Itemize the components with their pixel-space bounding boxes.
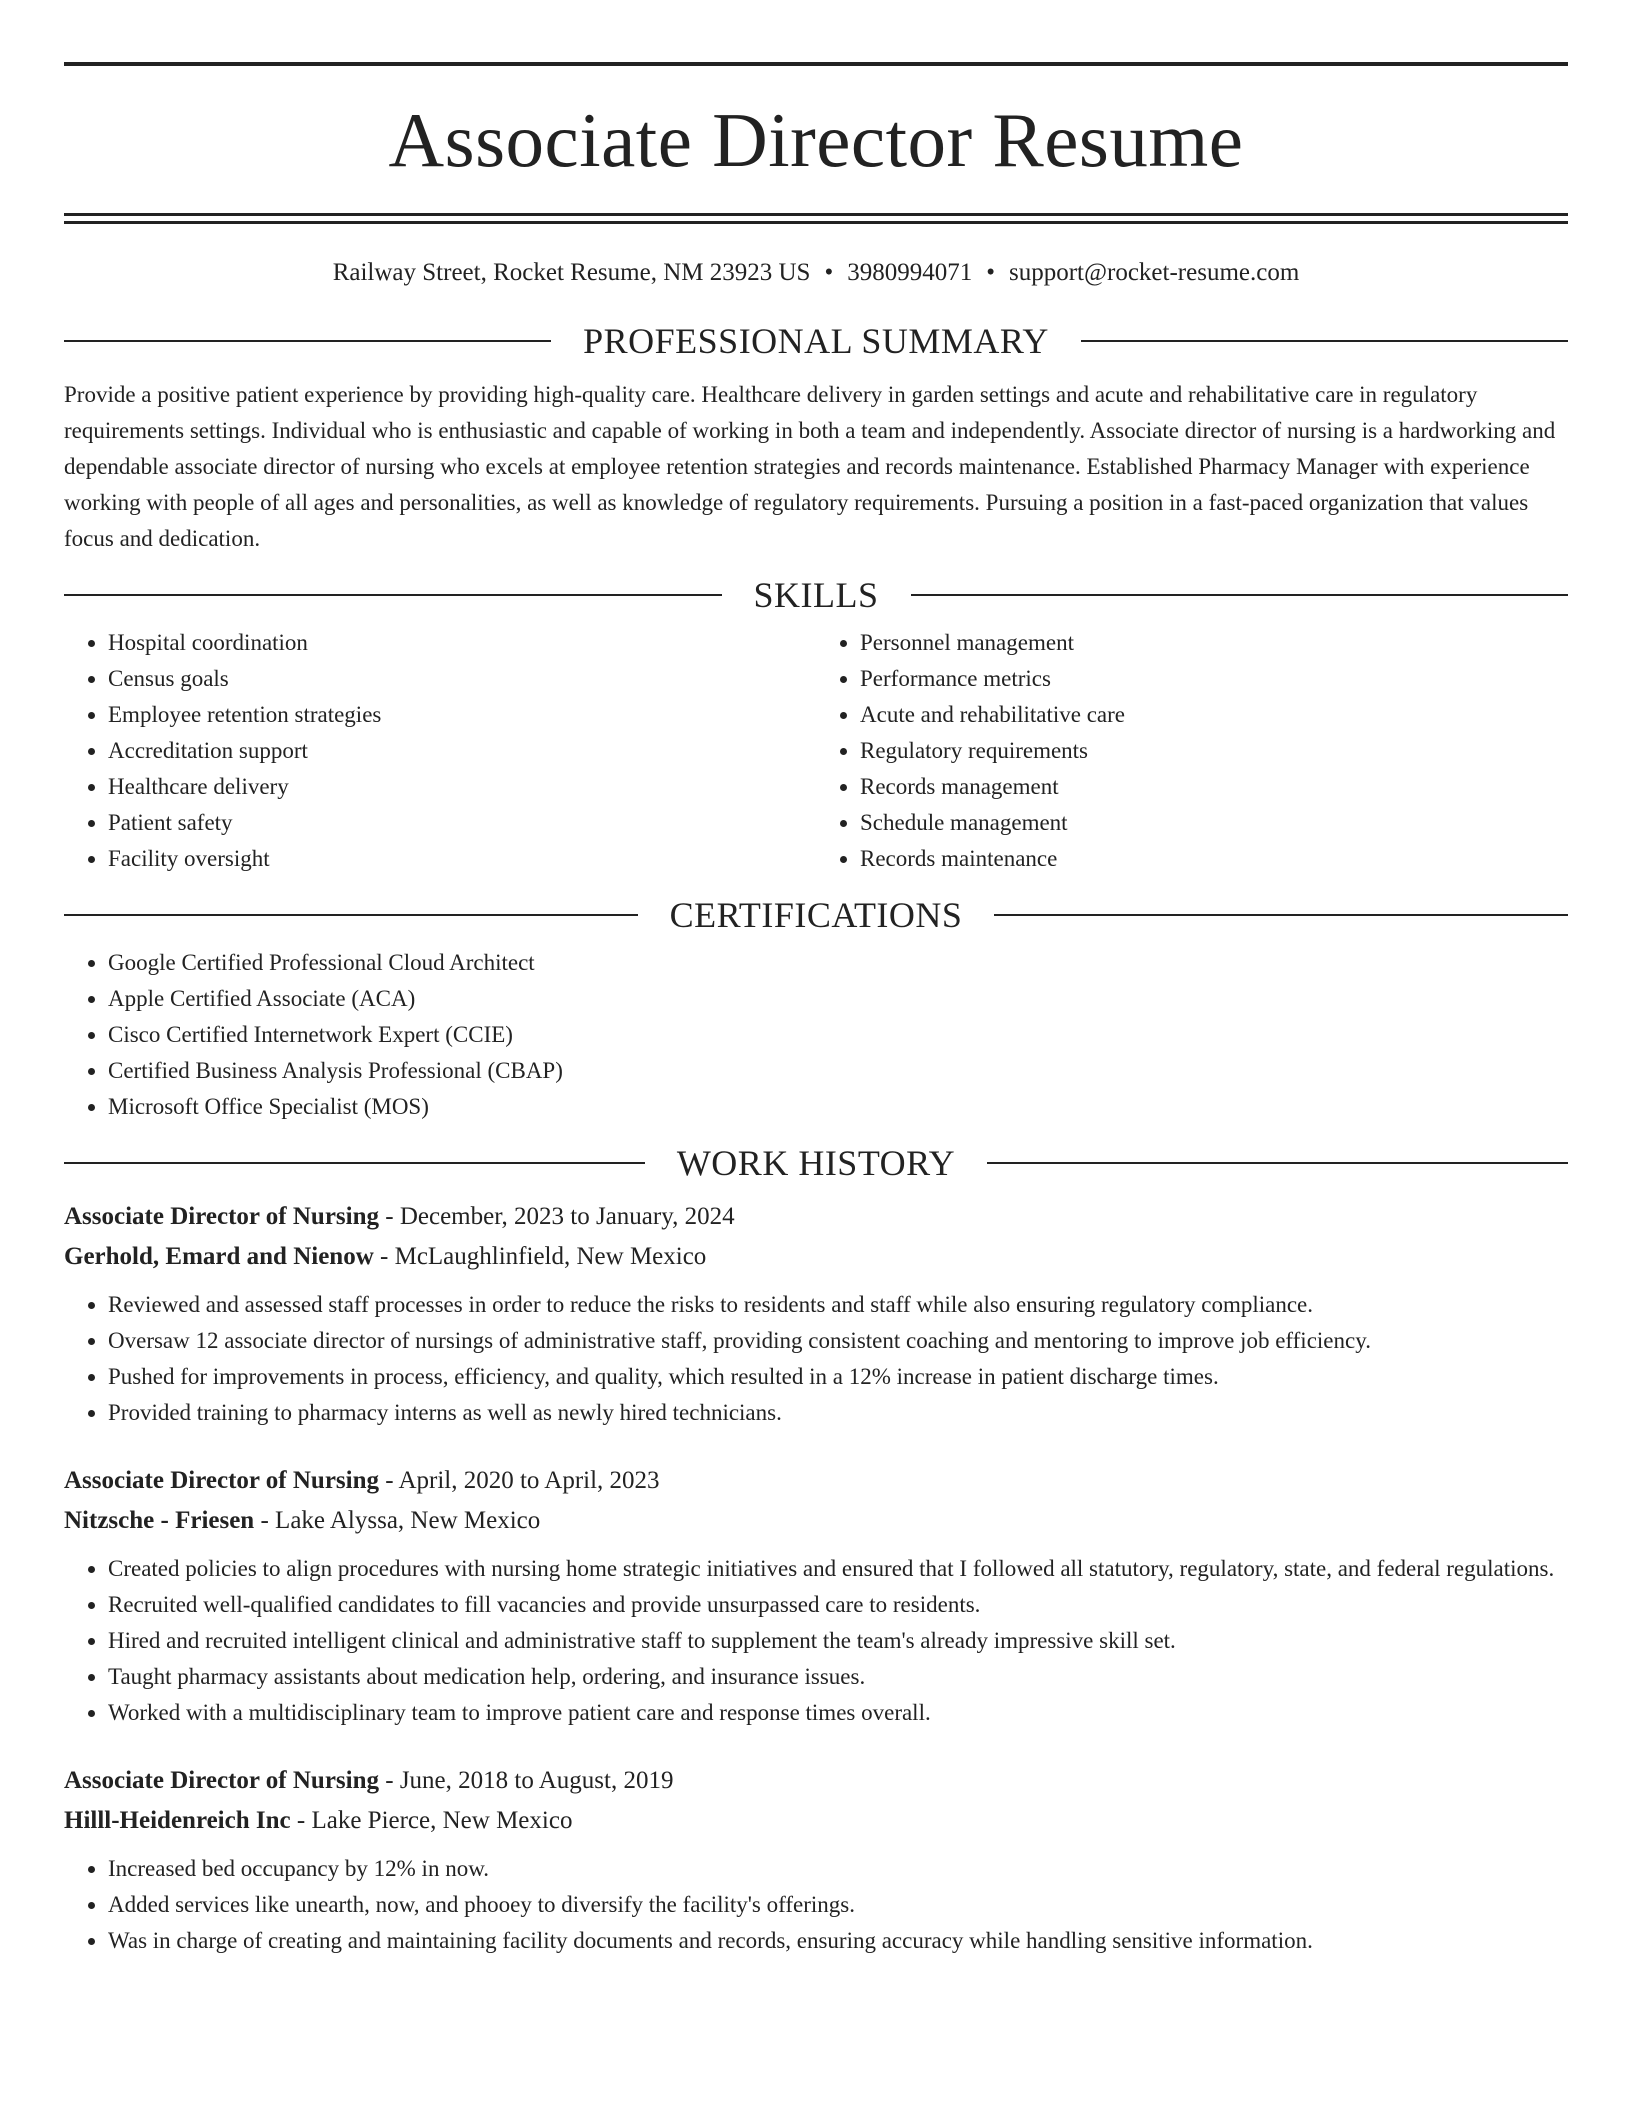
certifications-heading: CERTIFICATIONS [669, 895, 963, 935]
summary-text: Provide a positive patient experience by providing high-quality care. Healthcare delivery in garden settings and acute and rehabilitative care in regulatory requirements settings. Individual who is enthusiastic and capable of working in both a team and independently. Associate director of nursing is a hardworking and dependable associate director of nursing who excels at employee retention strategies and records maintenance. Established Pharmacy Manager with experience working with people of all ages and personalities, as well as knowledge of regulatory requirements. Pursuing a position in a fast-paced organization that values focus and dedication. [64, 382, 1556, 551]
job-title: Associate Director of Nursing [64, 1467, 379, 1494]
job-bullet: • Oversaw 12 associate director of nursings of administrative staff, providing consistent coaching and mentoring to improve job efficiency. [108, 1323, 1568, 1359]
skill-item: • Employee retention strategies [108, 697, 816, 733]
job-bullet: • Worked with a multidisciplinary team to improve patient care and response times overall. [108, 1695, 1568, 1731]
job-bullets [64, 1551, 1568, 1731]
job-entry [64, 1461, 1568, 1731]
job-location: - Lake Pierce, New Mexico [296, 1807, 573, 1834]
job-company-line [64, 1237, 1568, 1277]
job-company: Nitzsche - Friesen [64, 1507, 255, 1534]
skill-item: • Census goals [108, 661, 816, 697]
job-company: Gerhold, Emard and Nienow [64, 1243, 374, 1270]
title-double-rule [64, 213, 1568, 224]
section-heading-summary [64, 323, 1568, 359]
job-company-line [64, 1501, 1568, 1541]
section-heading-certifications [64, 897, 1568, 933]
document-title: Associate Director Resume [388, 97, 1244, 183]
contact-phone: 3980994071 [847, 259, 973, 286]
job-bullet: • Reviewed and assessed staff processes in order to reduce the risks to residents and staff while also ensuring regulatory compliance. [108, 1287, 1568, 1323]
job-dates: - December, 2023 to January, 2024 [385, 1203, 735, 1230]
certification-item: • Apple Certified Associate (ACA) [108, 981, 1568, 1017]
job-bullets [64, 1287, 1568, 1431]
certification-item: • Cisco Certified Internetwork Expert (CCIE) [108, 1017, 1568, 1053]
skill-item: • Performance metrics [860, 661, 1568, 697]
job-bullet: • Pushed for improvements in process, efficiency, and quality, which resulted in a 12% increase in patient discharge times. [108, 1359, 1568, 1395]
job-title-line [64, 1761, 1568, 1801]
certification-item: • Certified Business Analysis Professional (CBAP) [108, 1053, 1568, 1089]
skill-item: • Personnel management [860, 625, 1568, 661]
job-bullet: • Recruited well-qualified candidates to fill vacancies and provide unsurpassed care to residents. [108, 1587, 1568, 1623]
skill-item: • Acute and rehabilitative care [860, 697, 1568, 733]
heading-rule-left [64, 594, 722, 596]
heading-rule-left [64, 340, 551, 342]
heading-rule-left [64, 1162, 645, 1164]
contact-address: Railway Street, Rocket Resume, NM 23923 US [332, 259, 811, 286]
skill-item: • Facility oversight [108, 841, 816, 877]
skills-columns [64, 625, 1568, 877]
heading-rule-left [64, 914, 638, 916]
work-history-heading: WORK HISTORY [676, 1143, 956, 1183]
contact-email: support@rocket-resume.com [1008, 259, 1300, 286]
section-heading-skills [64, 577, 1568, 613]
skill-item: • Healthcare delivery [108, 769, 816, 805]
skill-item: • Schedule management [860, 805, 1568, 841]
contact-line [64, 260, 1568, 285]
heading-rule-right [987, 1162, 1568, 1164]
job-location: - McLaughlinfield, New Mexico [380, 1243, 707, 1270]
job-entry [64, 1761, 1568, 1959]
skill-item: • Records management [860, 769, 1568, 805]
top-rule [64, 62, 1568, 66]
heading-rule-right [911, 594, 1569, 596]
skills-list-right [816, 625, 1568, 877]
skill-item: • Regulatory requirements [860, 733, 1568, 769]
skill-item: • Accreditation support [108, 733, 816, 769]
job-bullet: • Was in charge of creating and maintaining facility documents and records, ensuring accuracy while handling sensitive information. [108, 1923, 1568, 1959]
job-bullet: • Hired and recruited intelligent clinical and administrative staff to supplement the team's already impressive skill set. [108, 1623, 1568, 1659]
job-title: Associate Director of Nursing [64, 1203, 379, 1230]
summary-heading: PROFESSIONAL SUMMARY [583, 321, 1049, 361]
job-title: Associate Director of Nursing [64, 1767, 379, 1794]
certification-item: • Google Certified Professional Cloud Architect [108, 945, 1568, 981]
job-entry [64, 1197, 1568, 1431]
job-company: Hilll-Heidenreich Inc [64, 1807, 291, 1834]
job-bullet: • Taught pharmacy assistants about medication help, ordering, and insurance issues. [108, 1659, 1568, 1695]
job-dates: - June, 2018 to August, 2019 [385, 1767, 674, 1794]
contact-separator: • [824, 259, 834, 286]
job-title-line [64, 1461, 1568, 1501]
skill-item: • Patient safety [108, 805, 816, 841]
job-location: - Lake Alyssa, New Mexico [260, 1507, 541, 1534]
job-bullet: • Increased bed occupancy by 12% in now. [108, 1851, 1568, 1887]
heading-rule-right [1081, 340, 1568, 342]
job-company-line [64, 1801, 1568, 1841]
job-bullets [64, 1851, 1568, 1959]
certifications-list [64, 945, 1568, 1125]
job-title-line [64, 1197, 1568, 1237]
job-bullet: • Provided training to pharmacy interns as well as newly hired technicians. [108, 1395, 1568, 1431]
skill-item: • Hospital coordination [108, 625, 816, 661]
skill-item: • Records maintenance [860, 841, 1568, 877]
contact-separator: • [986, 259, 995, 286]
title-block [64, 0, 1568, 224]
job-bullet: • Added services like unearth, now, and phooey to diversify the facility's offerings. [108, 1887, 1568, 1923]
job-bullet: • Created policies to align procedures with nursing home strategic initiatives and ensured that I followed all statutory, regulatory, state, and federal regulations. [108, 1551, 1568, 1587]
section-heading-work-history [64, 1145, 1568, 1181]
heading-rule-right [994, 914, 1568, 916]
skills-list-left [64, 625, 816, 877]
certification-item: • Microsoft Office Specialist (MOS) [108, 1089, 1568, 1125]
skills-heading: SKILLS [753, 575, 879, 615]
job-dates: - April, 2020 to April, 2023 [385, 1467, 660, 1494]
